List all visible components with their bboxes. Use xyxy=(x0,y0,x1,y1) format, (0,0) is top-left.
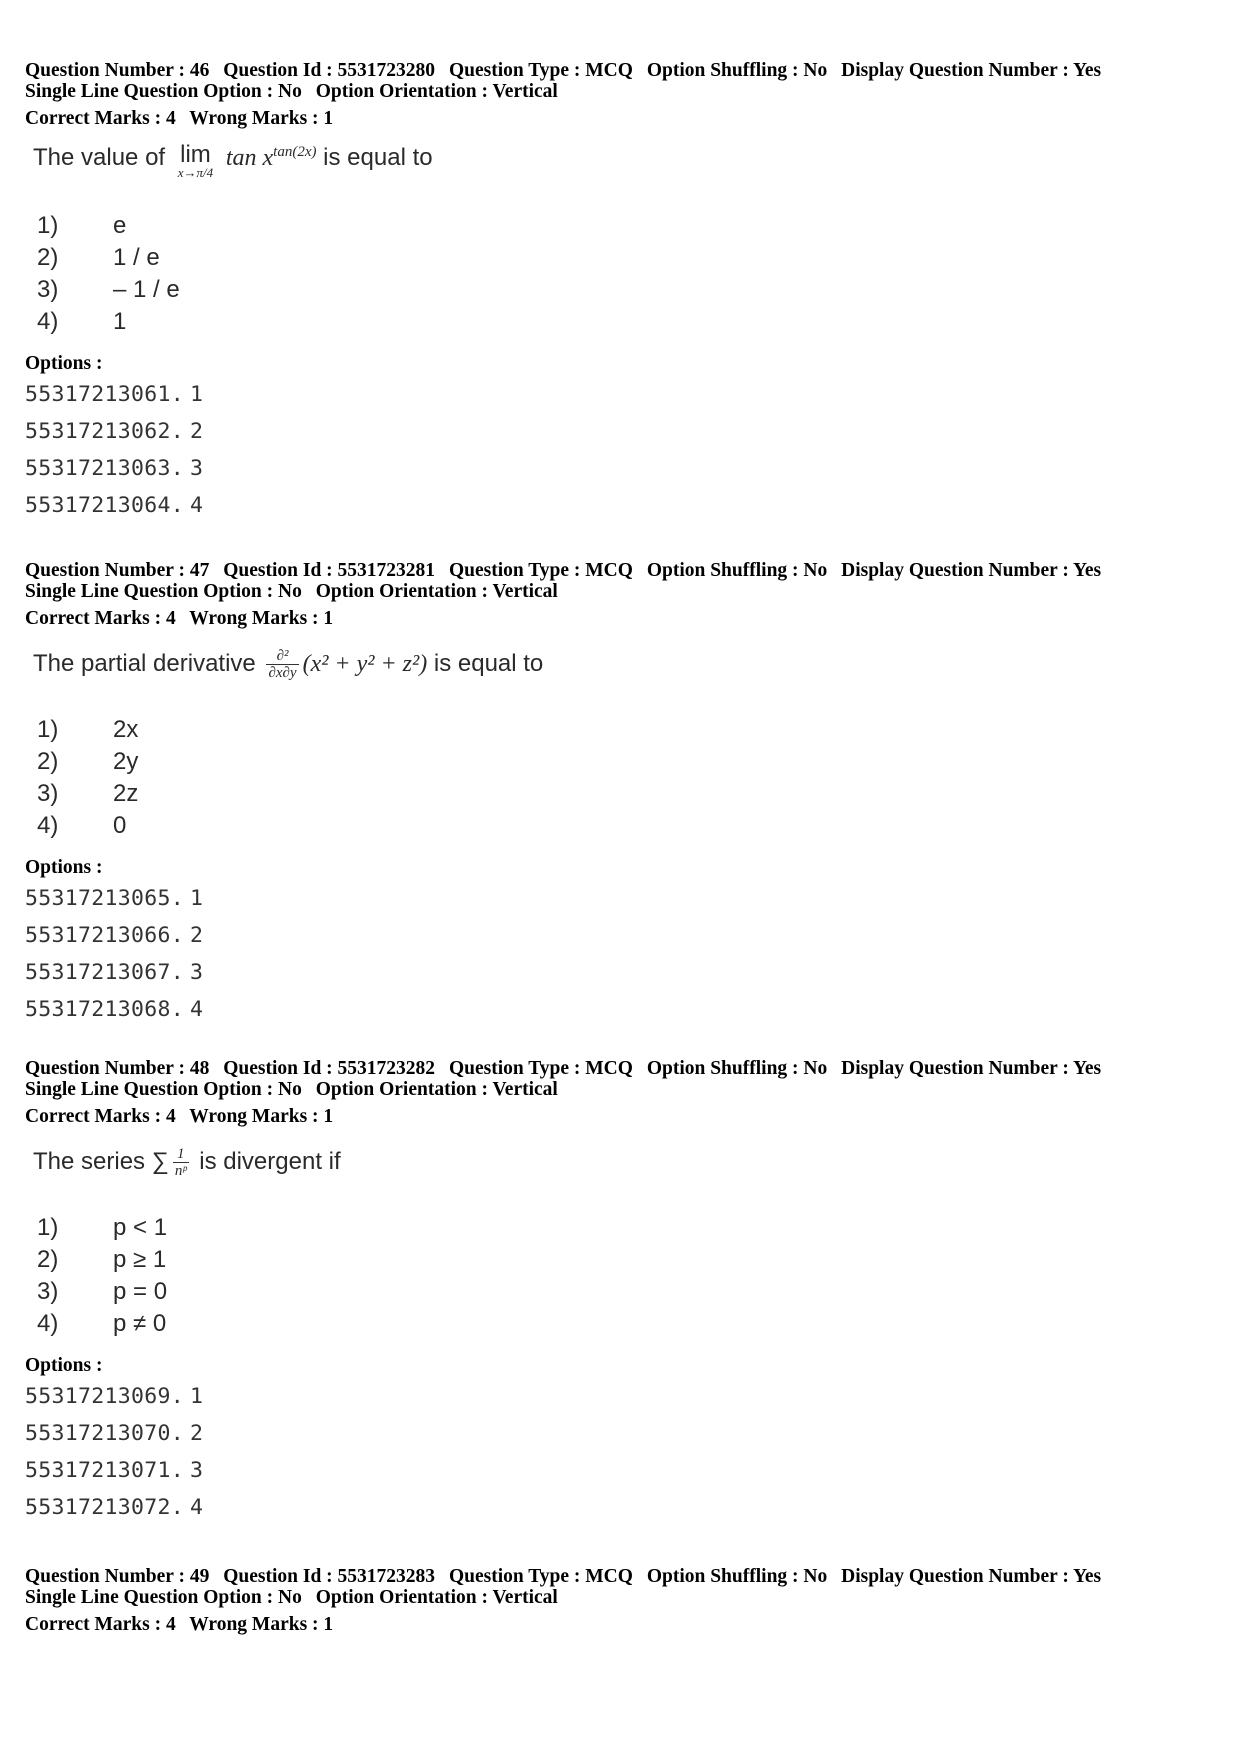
question-id: Question Id : 5531723282 xyxy=(223,1058,436,1079)
question-49 xyxy=(25,1566,1215,1636)
choice-list xyxy=(25,376,1215,524)
choice-id: 55317213063 xyxy=(25,456,171,481)
image-option xyxy=(33,1244,1215,1276)
question-image xyxy=(33,140,1215,338)
image-options xyxy=(33,1212,1215,1340)
single-line-option: Single Line Question Option : No xyxy=(25,1587,302,1608)
choice-item: 55317213062. 2 xyxy=(25,419,204,444)
choice-value: 2 xyxy=(189,923,204,948)
wrong-marks: Wrong Marks : 1 xyxy=(189,608,334,629)
choice-item: 55317213064. 4 xyxy=(25,493,204,518)
choice-id: 55317213064 xyxy=(25,493,171,518)
stem-prefix: The series xyxy=(33,1147,146,1175)
stem-expression: (x² + y² + z²) xyxy=(302,650,428,677)
choice-id: 55317213069 xyxy=(25,1384,171,1409)
fraction-denominator: ∂x∂y xyxy=(268,665,297,681)
image-option xyxy=(33,274,1215,306)
option-orientation: Option Orientation : Vertical xyxy=(315,1079,558,1100)
question-number: Question Number : 49 xyxy=(25,1566,210,1587)
option-number: 3) xyxy=(37,1278,59,1305)
question-meta xyxy=(25,560,1215,602)
option-text: p ≠ 0 xyxy=(113,1310,167,1337)
choice-id: 55317213066 xyxy=(25,923,171,948)
display-question-number: Display Question Number : Yes xyxy=(841,60,1102,81)
choice-value: 2 xyxy=(189,1421,204,1446)
image-option xyxy=(33,778,1215,810)
option-orientation: Option Orientation : Vertical xyxy=(315,1587,558,1608)
option-number: 1) xyxy=(37,212,59,239)
option-shuffling: Option Shuffling : No xyxy=(646,560,828,581)
option-shuffling: Option Shuffling : No xyxy=(646,60,828,81)
limit-operator xyxy=(177,141,214,180)
question-type: Question Type : MCQ xyxy=(448,560,633,581)
choice-id: 55317213067 xyxy=(25,960,171,985)
choice-item: 55317213067. 3 xyxy=(25,960,204,985)
stem-suffix: is equal to xyxy=(323,144,433,171)
choice-item: 55317213066. 2 xyxy=(25,923,204,948)
option-text: p = 0 xyxy=(113,1278,168,1305)
option-text: 0 xyxy=(113,812,127,839)
choice-item: 55317213068. 4 xyxy=(25,997,204,1022)
choice-id: 55317213061 xyxy=(25,382,171,407)
image-option xyxy=(33,746,1215,778)
marks-line xyxy=(25,108,1215,130)
sigma-icon: ∑ xyxy=(151,1147,169,1175)
option-shuffling: Option Shuffling : No xyxy=(646,1058,828,1079)
question-meta xyxy=(25,1566,1215,1608)
choice-value: 4 xyxy=(189,493,204,518)
option-text: – 1 / e xyxy=(113,276,180,303)
image-options xyxy=(33,714,1215,842)
lim-text: lim xyxy=(180,141,211,168)
option-number: 4) xyxy=(37,1310,59,1337)
question-stem xyxy=(33,140,1215,200)
lim-subscript: x→π/4 xyxy=(177,165,214,180)
option-number: 2) xyxy=(37,244,59,271)
option-orientation: Option Orientation : Vertical xyxy=(315,581,558,602)
choice-id: 55317213062 xyxy=(25,419,171,444)
choice-value: 1 xyxy=(189,886,204,911)
question-stem xyxy=(33,1138,1215,1202)
option-number: 2) xyxy=(37,748,59,775)
question-46 xyxy=(25,60,1215,524)
image-option xyxy=(33,306,1215,338)
choice-item: 55317213065. 1 xyxy=(25,886,204,911)
question-number: Question Number : 48 xyxy=(25,1058,210,1079)
option-number: 1) xyxy=(37,1214,59,1241)
question-id: Question Id : 5531723280 xyxy=(223,60,436,81)
marks-line xyxy=(25,1614,1215,1636)
choice-value: 3 xyxy=(189,1458,204,1483)
display-question-number: Display Question Number : Yes xyxy=(841,1566,1102,1587)
question-id: Question Id : 5531723281 xyxy=(223,560,436,581)
option-text: 1 / e xyxy=(113,244,160,271)
choice-id: 55317213068 xyxy=(25,997,171,1022)
option-number: 4) xyxy=(37,308,59,335)
choice-value: 2 xyxy=(189,419,204,444)
choice-id: 55317213071 xyxy=(25,1458,171,1483)
stem-suffix: is equal to xyxy=(433,649,544,677)
fraction-numerator: ∂² xyxy=(266,648,298,665)
image-option xyxy=(33,810,1215,842)
choice-item: 55317213070. 2 xyxy=(25,1421,204,1446)
option-number: 1) xyxy=(37,716,59,743)
choice-id: 55317213065 xyxy=(25,886,171,911)
choice-id: 55317213072 xyxy=(25,1495,171,1520)
choice-value: 4 xyxy=(189,997,204,1022)
option-number: 4) xyxy=(37,812,59,839)
question-meta xyxy=(25,1058,1215,1100)
choice-value: 4 xyxy=(189,1495,204,1520)
image-option xyxy=(33,1308,1215,1340)
option-text: p ≥ 1 xyxy=(113,1246,167,1273)
fraction-denominator: nᵖ xyxy=(174,1163,187,1179)
correct-marks: Correct Marks : 4 xyxy=(25,608,176,629)
correct-marks: Correct Marks : 4 xyxy=(25,1614,176,1635)
option-shuffling: Option Shuffling : No xyxy=(646,1566,828,1587)
option-orientation: Option Orientation : Vertical xyxy=(315,81,558,102)
stem-prefix: The value of xyxy=(33,144,166,171)
option-text: e xyxy=(113,212,127,239)
question-number: Question Number : 46 xyxy=(25,60,210,81)
question-meta xyxy=(25,60,1215,102)
option-text: 2z xyxy=(113,780,139,807)
image-option xyxy=(33,1212,1215,1244)
question-number: Question Number : 47 xyxy=(25,560,210,581)
question-type: Question Type : MCQ xyxy=(448,1058,633,1079)
options-label: Options : xyxy=(25,1355,103,1376)
partial-fraction xyxy=(266,648,298,681)
stem-function: tan x xyxy=(225,145,274,171)
options-label: Options : xyxy=(25,353,103,374)
marks-line xyxy=(25,608,1215,630)
choice-item: 55317213063. 3 xyxy=(25,456,204,481)
wrong-marks: Wrong Marks : 1 xyxy=(189,1614,334,1635)
display-question-number: Display Question Number : Yes xyxy=(841,560,1102,581)
question-image xyxy=(33,1138,1215,1340)
question-47 xyxy=(25,560,1215,1028)
stem-suffix: is divergent if xyxy=(199,1147,341,1175)
option-number: 3) xyxy=(37,276,59,303)
series-fraction xyxy=(173,1146,189,1179)
choice-value: 3 xyxy=(189,456,204,481)
option-text: 2y xyxy=(113,748,139,775)
image-option xyxy=(33,1276,1215,1308)
question-type: Question Type : MCQ xyxy=(448,1566,633,1587)
single-line-option: Single Line Question Option : No xyxy=(25,1079,302,1100)
choice-item: 55317213061. 1 xyxy=(25,382,204,407)
choice-list xyxy=(25,1378,1215,1526)
choice-item: 55317213072. 4 xyxy=(25,1495,204,1520)
choice-value: 1 xyxy=(189,1384,204,1409)
display-question-number: Display Question Number : Yes xyxy=(841,1058,1102,1079)
image-option xyxy=(33,242,1215,274)
choice-list xyxy=(25,880,1215,1028)
options-label: Options : xyxy=(25,857,103,878)
option-text: p < 1 xyxy=(113,1214,168,1241)
question-image xyxy=(33,640,1215,842)
stem-exponent: tan(2x) xyxy=(273,144,317,160)
correct-marks: Correct Marks : 4 xyxy=(25,108,176,129)
option-text: 1 xyxy=(113,308,127,335)
choice-value: 1 xyxy=(189,382,204,407)
correct-marks: Correct Marks : 4 xyxy=(25,1106,176,1127)
fraction-numerator: 1 xyxy=(173,1146,189,1163)
marks-line xyxy=(25,1106,1215,1128)
question-stem xyxy=(33,640,1215,704)
image-option xyxy=(33,210,1215,242)
question-type: Question Type : MCQ xyxy=(448,60,633,81)
option-number: 2) xyxy=(37,1246,59,1273)
single-line-option: Single Line Question Option : No xyxy=(25,81,302,102)
option-text: 2x xyxy=(113,716,139,743)
wrong-marks: Wrong Marks : 1 xyxy=(189,108,334,129)
image-option xyxy=(33,714,1215,746)
choice-id: 55317213070 xyxy=(25,1421,171,1446)
question-48 xyxy=(25,1058,1215,1526)
question-id: Question Id : 5531723283 xyxy=(223,1566,436,1587)
choice-item: 55317213071. 3 xyxy=(25,1458,204,1483)
image-options xyxy=(33,210,1215,338)
option-number: 3) xyxy=(37,780,59,807)
choice-item: 55317213069. 1 xyxy=(25,1384,204,1409)
single-line-option: Single Line Question Option : No xyxy=(25,581,302,602)
wrong-marks: Wrong Marks : 1 xyxy=(189,1106,334,1127)
stem-prefix: The partial derivative xyxy=(33,649,256,677)
choice-value: 3 xyxy=(189,960,204,985)
